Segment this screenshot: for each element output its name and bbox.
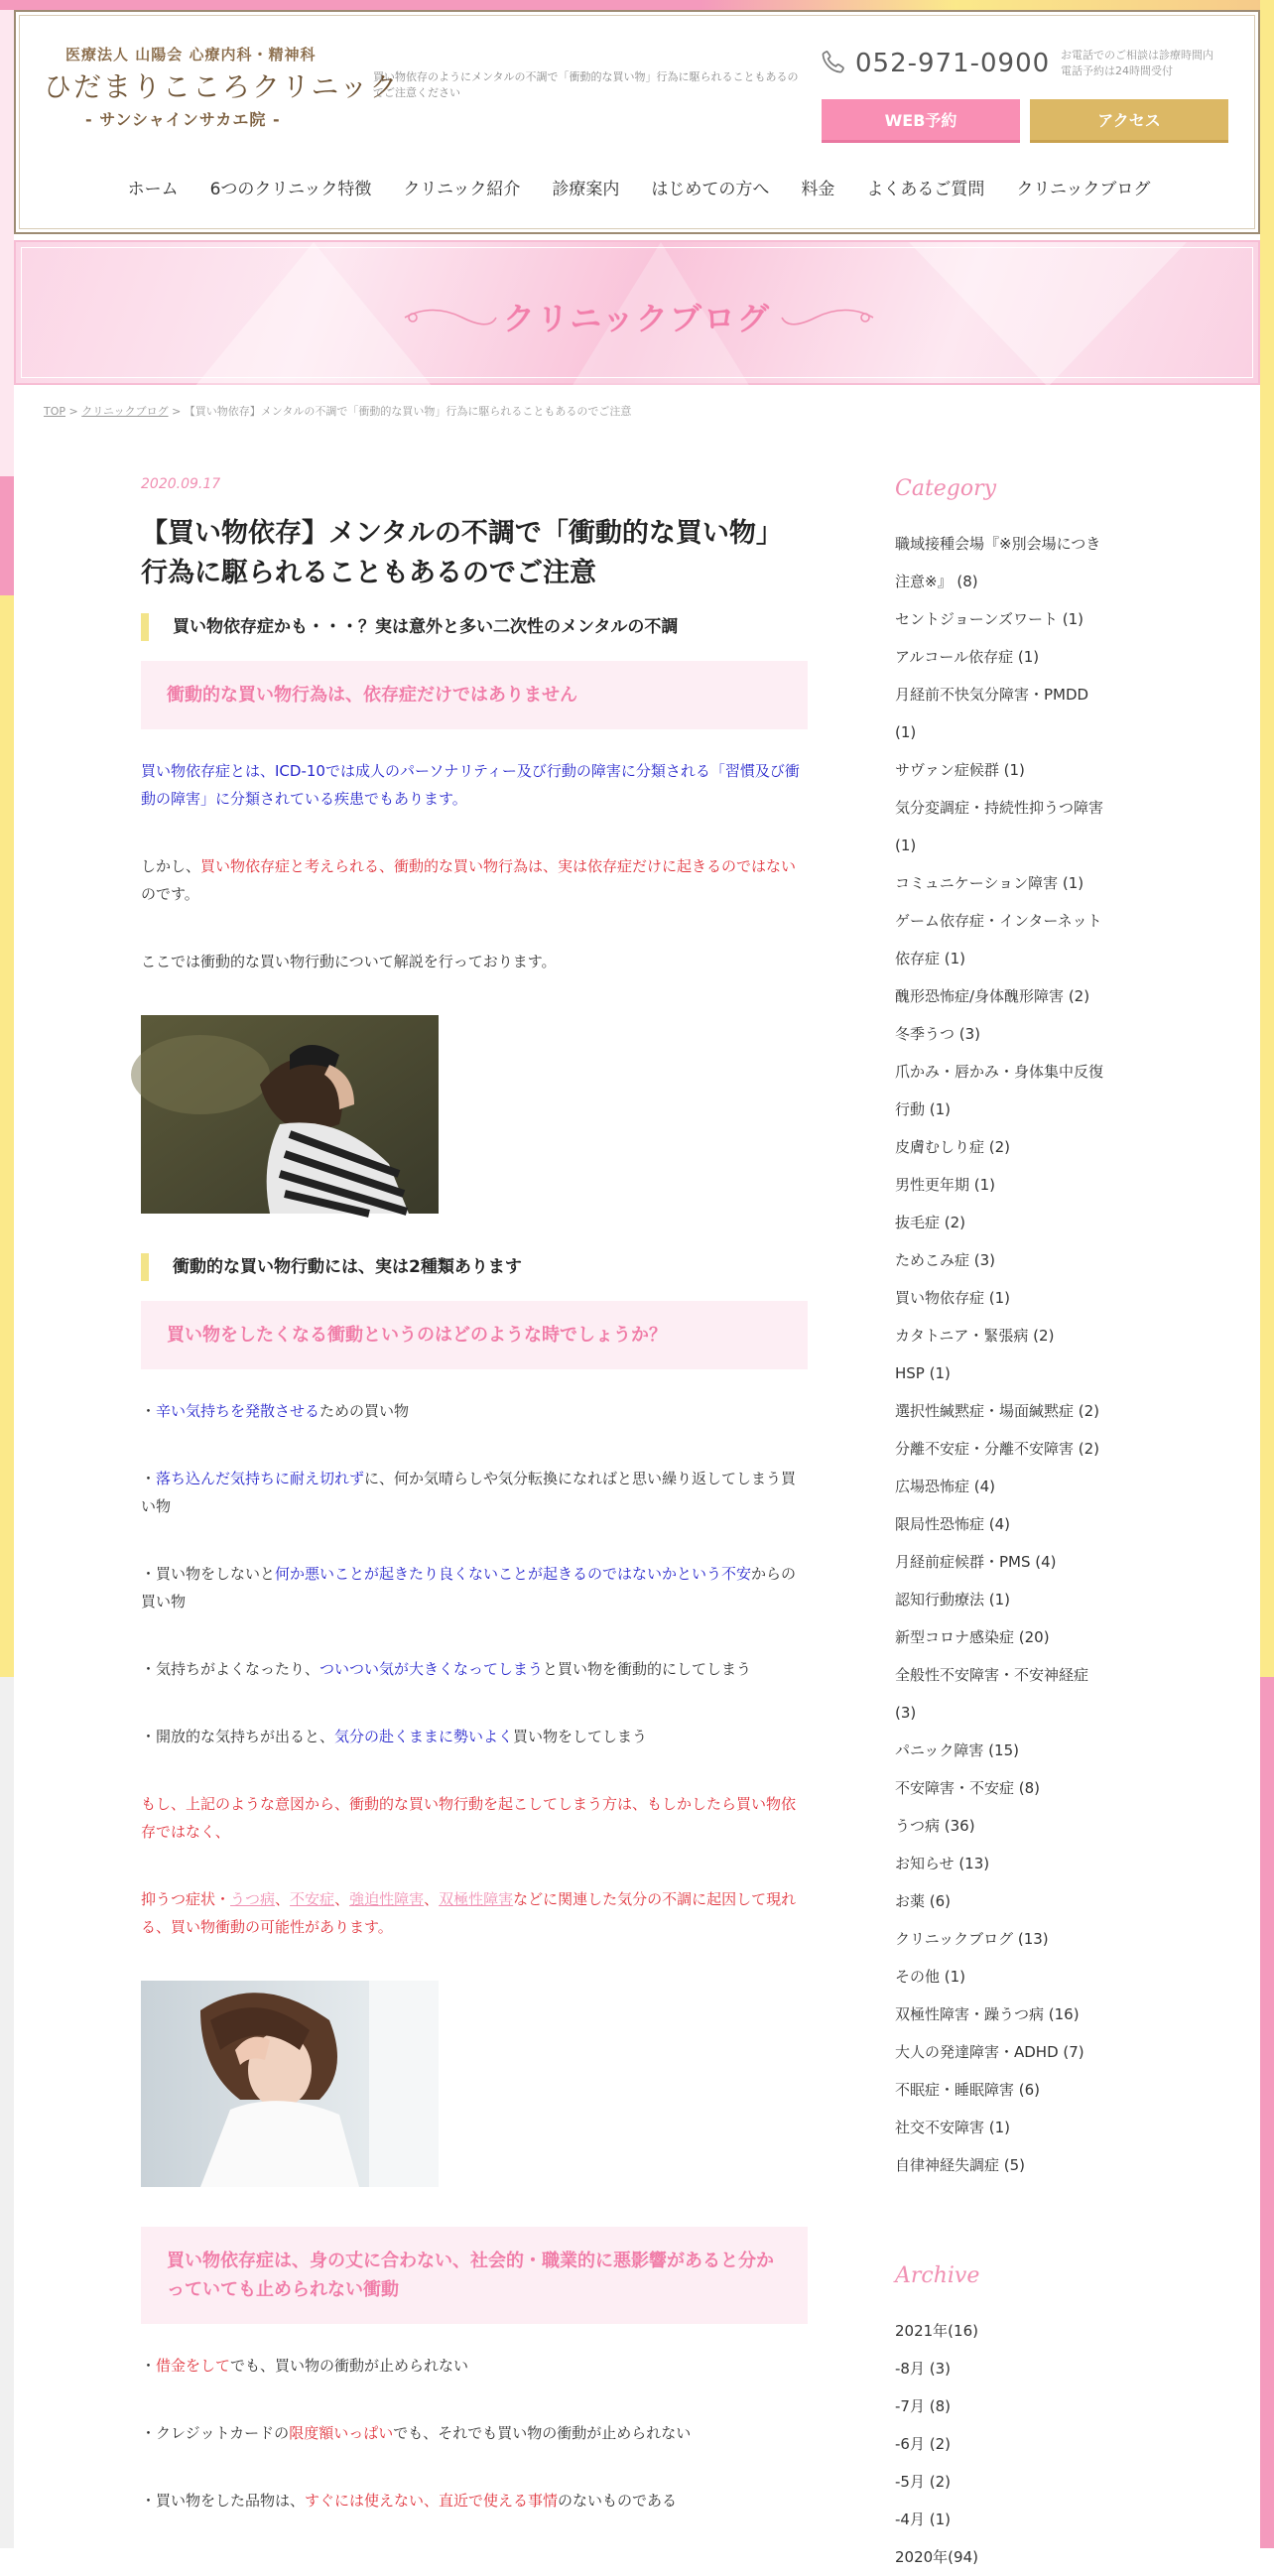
sidebar-category-item[interactable]: 全般性不安障害・不安神経症 bbox=[895, 1666, 1089, 1684]
link-bipolar[interactable]: 双極性障害 bbox=[439, 1890, 514, 1908]
link-ocd[interactable]: 強迫性障害 bbox=[349, 1890, 425, 1908]
sidebar-category-item[interactable]: (3) bbox=[895, 1704, 917, 1722]
highlight-box: 買い物依存症は、身の丈に合わない、社会的・職業的に悪影響があると分かっていても止められない衝動 bbox=[141, 2227, 808, 2324]
list-item: ・落ち込んだ気持ちに耐え切れずに、何か気晴らしや気分転換になればと思い繰り返してしまう買い物 bbox=[141, 1470, 797, 1515]
link-depression[interactable]: うつ病 bbox=[230, 1890, 276, 1908]
phone-block[interactable] bbox=[820, 48, 1050, 79]
sidebar-category-item[interactable]: 爪かみ・唇かみ・身体集中反復 bbox=[895, 1063, 1104, 1081]
sidebar-category-item[interactable]: クリニックブログ (13) bbox=[895, 1930, 1049, 1948]
sidebar-category-item[interactable]: 男性更年期 (1) bbox=[895, 1176, 996, 1194]
page-wrapper bbox=[14, 10, 1260, 2566]
sidebar-category-item[interactable]: お薬 (6) bbox=[895, 1892, 952, 1910]
article bbox=[141, 476, 808, 2554]
ornament-right-icon bbox=[780, 306, 875, 329]
sidebar-archive-item[interactable]: -8月 (3) bbox=[895, 2360, 951, 2378]
sidebar-category-item[interactable]: 限局性恐怖症 (4) bbox=[895, 1515, 1011, 1533]
highlight-box: 買い物をしたくなる衝動というのはどのような時でしょうか？ bbox=[141, 1301, 808, 1369]
sidebar-category-item[interactable]: HSP (1) bbox=[895, 1364, 951, 1382]
sidebar-category-item[interactable]: 職域接種会場『※別会場につき bbox=[895, 535, 1101, 553]
sidebar-category-item[interactable]: (1) bbox=[895, 723, 917, 741]
sidebar-category-item[interactable]: 分離不安症・分離不安障害 (2) bbox=[895, 1440, 1100, 1458]
sidebar-category-item[interactable]: その他 (1) bbox=[895, 1968, 966, 1986]
phone-icon bbox=[820, 48, 847, 79]
branch-name: - サンシャインサカエ院 - bbox=[85, 110, 281, 129]
sidebar-archive-item[interactable]: -5月 (2) bbox=[895, 2473, 951, 2491]
nav-item-home[interactable]: ホーム bbox=[127, 180, 179, 199]
category-list bbox=[895, 525, 1153, 2184]
sidebar-category-item[interactable]: うつ病 (36) bbox=[895, 1817, 975, 1835]
site-header bbox=[14, 10, 1260, 234]
sidebar-category-item[interactable]: 新型コロナ感染症 (20) bbox=[895, 1628, 1050, 1646]
archive-heading: Archive bbox=[895, 2263, 980, 2288]
highlight-box: 衝動的な買い物行為は、依存症だけではありません bbox=[141, 661, 808, 729]
archive-list bbox=[895, 2312, 1153, 2576]
category-heading: Category bbox=[895, 476, 997, 501]
sidebar-archive-item[interactable]: 2021年(16) bbox=[895, 2322, 978, 2340]
sidebar-category-item[interactable]: (1) bbox=[895, 837, 917, 854]
breadcrumb-current: 【買い物依存】メンタルの不調で「衝動的な買い物」行為に駆られることもあるのでご注意 bbox=[184, 405, 632, 418]
list-item: ・借金をしてでも、買い物の衝動が止められない bbox=[141, 2357, 469, 2375]
sidebar-category-item[interactable]: 月経前不快気分障害・PMDD bbox=[895, 686, 1089, 704]
sidebar-category-item[interactable]: ゲーム依存症・インターネット bbox=[895, 912, 1102, 930]
sidebar-category-item[interactable]: 大人の発達障害・ADHD (7) bbox=[895, 2043, 1084, 2061]
post-title: 【買い物依存】メンタルの不調で「衝動的な買い物」行為に駆られることもあるのでご注意 bbox=[141, 518, 783, 588]
breadcrumb-top[interactable]: TOP bbox=[44, 405, 66, 418]
list-item: ・辛い気持ちを発散させるための買い物 bbox=[141, 1402, 410, 1420]
section-heading: 衝動的な買い物行動には、実は2種類あります bbox=[141, 1253, 808, 1281]
nav-item-faq[interactable]: よくあるご質問 bbox=[866, 180, 985, 199]
worried-woman-photo bbox=[141, 1981, 439, 2187]
sidebar-category-item[interactable]: 自律神経失調症 (5) bbox=[895, 2156, 1026, 2174]
list-item: ・気持ちがよくなったり、ついつい気が大きくなってしまうと買い物を衝動的にしてしまう bbox=[141, 1660, 752, 1678]
section-heading: 買い物依存症かも・・・？実は意外と多い二次性のメンタルの不調 bbox=[141, 613, 808, 641]
woman-holding-head-photo bbox=[141, 1015, 439, 1214]
sidebar-category-item[interactable]: アルコール依存症 (1) bbox=[895, 648, 1040, 666]
sidebar-category-item[interactable]: 冬季うつ (3) bbox=[895, 1025, 981, 1043]
phone-note: お電話でのご相談は診療時間内 電話予約は24時間受付 bbox=[1061, 49, 1213, 77]
nav-item-services[interactable]: 診療案内 bbox=[552, 180, 620, 199]
logo-subtitle: 医療法人 山陽会 心療内科・精神科 bbox=[65, 46, 317, 64]
sidebar-category-item[interactable]: 依存症 (1) bbox=[895, 950, 966, 967]
sidebar-category-item[interactable]: 醜形恐怖症/身体醜形障害 (2) bbox=[895, 987, 1090, 1005]
sidebar-archive-item[interactable]: 2020年(94) bbox=[895, 2548, 978, 2566]
post-date: 2020.09.17 bbox=[141, 476, 221, 492]
clinic-logo[interactable]: ひだまりこころクリニック bbox=[44, 70, 400, 103]
sidebar-category-item[interactable]: 社交不安障害 (1) bbox=[895, 2119, 1011, 2136]
sidebar-category-item[interactable]: 広場恐怖症 (4) bbox=[895, 1478, 996, 1495]
list-item: ・買い物をしないと何か悪いことが起きたり良くないことが起きるのではないかという不安からの買い物 bbox=[141, 1565, 797, 1610]
page-hero bbox=[14, 240, 1260, 385]
breadcrumb-blog[interactable]: クリニックブログ bbox=[81, 405, 169, 418]
list-item: ・クレジットカードの限度額いっぱいでも、それでも買い物の衝動が止められない bbox=[141, 2424, 692, 2442]
sidebar-archive-item[interactable]: -4月 (1) bbox=[895, 2511, 951, 2528]
breadcrumb: TOP > クリニックブログ > 【買い物依存】メンタルの不調で「衝動的な買い物」行為に駆られることもあるのでご注意 bbox=[44, 405, 632, 418]
paragraph: ここでは衝動的な買い物行動について解説を行っております。 bbox=[141, 953, 557, 970]
sidebar bbox=[895, 476, 1153, 2576]
sidebar-category-item[interactable]: 不眠症・睡眠障害 (6) bbox=[895, 2081, 1041, 2099]
sidebar-category-item[interactable]: 買い物依存症 (1) bbox=[895, 1289, 1011, 1307]
nav-item-blog[interactable]: クリニックブログ bbox=[1016, 180, 1151, 199]
main-nav bbox=[16, 175, 1262, 199]
sidebar-category-item[interactable]: 認知行動療法 (1) bbox=[895, 1591, 1011, 1609]
sidebar-archive-item[interactable]: -7月 (8) bbox=[895, 2397, 951, 2415]
sidebar-category-item[interactable]: パニック障害 (15) bbox=[895, 1741, 1019, 1759]
sidebar-category-item[interactable]: 選択性緘黙症・場面緘黙症 (2) bbox=[895, 1402, 1100, 1420]
access-button[interactable]: アクセス bbox=[1030, 99, 1228, 143]
sidebar-archive-item[interactable]: -6月 (2) bbox=[895, 2435, 951, 2453]
paragraph: 抑うつ症状・うつ病、不安症、強迫性障害、双極性障害などに関連した気分の不調に起因して現れる、買い物衝動の可能性があります。 bbox=[141, 1890, 797, 1936]
list-item: ・買い物をした品物は、すぐには使えない、直近で使える事情のないものである bbox=[141, 2492, 678, 2510]
phone-number[interactable]: 052-971-0900 bbox=[855, 49, 1051, 78]
web-reservation-button[interactable]: WEB予約 bbox=[822, 99, 1020, 143]
sidebar-category-item[interactable]: コミュニケーション障害 (1) bbox=[895, 874, 1084, 892]
nav-item-features[interactable]: 6つのクリニック特徴 bbox=[209, 180, 372, 199]
list-item: ・開放的な気持ちが出ると、気分の赴くままに勢いよく買い物をしてしまう bbox=[141, 1728, 648, 1745]
paragraph: もし、上記のような意図から、衝動的な買い物行動を起こしてしまう方は、もしかしたら買い物依存ではなく、 bbox=[141, 1795, 797, 1841]
hero-title: クリニックブログ bbox=[502, 300, 772, 337]
sidebar-category-item[interactable]: 注意※』 (8) bbox=[895, 573, 978, 590]
sidebar-category-item[interactable]: セントジョーンズワート (1) bbox=[895, 610, 1083, 628]
sidebar-category-item[interactable]: 皮膚むしり症 (2) bbox=[895, 1138, 1011, 1156]
sidebar-category-item[interactable]: カタトニア・緊張病 (2) bbox=[895, 1327, 1055, 1345]
sidebar-category-item[interactable]: 双極性障害・躁うつ病 (16) bbox=[895, 2005, 1080, 2023]
paragraph: しかし、買い物依存症と考えられる、衝動的な買い物行為は、実は依存症だけに起きるのではないのです。 bbox=[141, 857, 797, 903]
header-description: 買い物依存のようにメンタルの不調で「衝動的な買い物」行為に駆られることもあるのでご注意ください bbox=[373, 70, 799, 99]
sidebar-category-item[interactable]: ためこみ症 (3) bbox=[895, 1251, 996, 1269]
sidebar-category-item[interactable]: 抜毛症 (2) bbox=[895, 1214, 966, 1231]
sidebar-category-item[interactable]: お知らせ (13) bbox=[895, 1855, 990, 1872]
link-anxiety[interactable]: 不安症 bbox=[290, 1890, 335, 1908]
nav-item-first-visit[interactable]: はじめての方へ bbox=[651, 180, 770, 199]
sidebar-category-item[interactable]: 不安障害・不安症 (8) bbox=[895, 1779, 1041, 1797]
nav-item-about[interactable]: クリニック紹介 bbox=[403, 180, 521, 199]
sidebar-category-item[interactable]: 月経前症候群・PMS (4) bbox=[895, 1553, 1057, 1571]
sidebar-category-item[interactable]: 気分変調症・持続性抑うつ障害 bbox=[895, 799, 1104, 817]
paragraph: 買い物依存症とは、ICD-10では成人のパーソナリティー及び行動の障害に分類される「習慣及び衝動の障害」に分類されている疾患でもあります。 bbox=[141, 762, 800, 808]
sidebar-category-item[interactable]: サヴァン症候群 (1) bbox=[895, 761, 1025, 779]
sidebar-category-item[interactable]: 行動 (1) bbox=[895, 1100, 952, 1118]
nav-item-fees[interactable]: 料金 bbox=[801, 180, 835, 199]
